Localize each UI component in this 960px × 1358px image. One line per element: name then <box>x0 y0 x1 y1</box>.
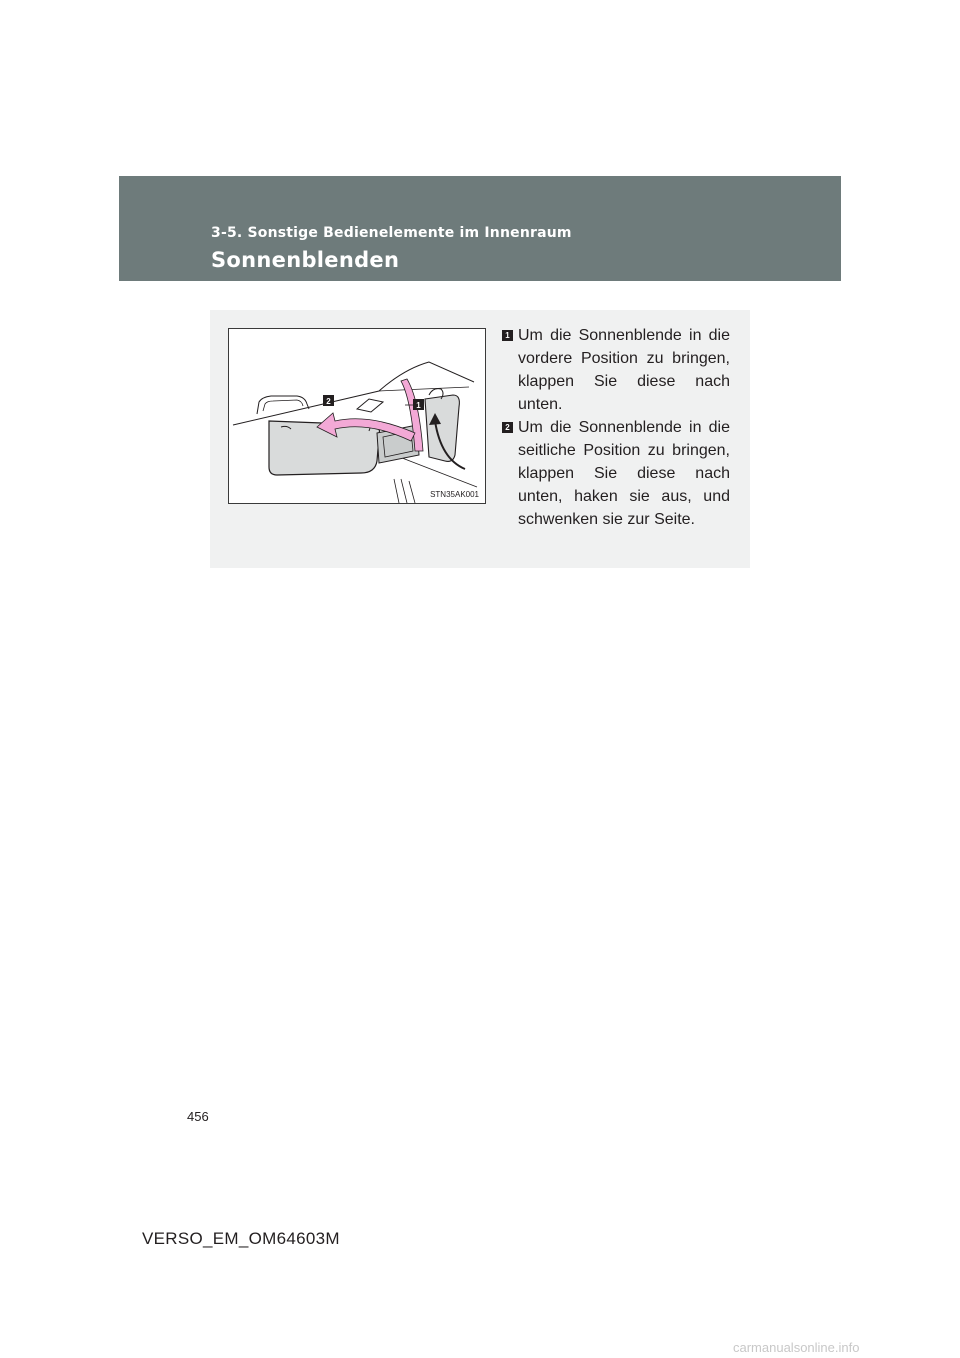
instruction-step-1 <box>502 324 730 416</box>
sun-visor-drawing <box>229 329 485 503</box>
instruction-text: Um die Sonnenblende in die seitliche Position zu bringen, klappen Sie diese nach unten, haken sie aus, und schwenken sie zur Seite. <box>518 419 730 528</box>
figure-code: STN35AK001 <box>430 490 479 499</box>
document-code: VERSO_EM_OM64603M <box>142 1229 340 1248</box>
section-label: 3-5. Sonstige Bedienelemente im Innenraum <box>211 225 572 241</box>
content-panel <box>210 310 750 568</box>
page-number: 456 <box>187 1109 209 1124</box>
step-number-badge: 2 <box>502 422 513 433</box>
watermark-text: carmanualsonline.info <box>733 1340 860 1355</box>
instruction-step-2 <box>502 416 730 531</box>
section-header <box>119 176 841 281</box>
sun-visor-illustration <box>228 328 486 504</box>
step-number-badge: 1 <box>502 330 513 341</box>
instruction-text: Um die Sonnenblende in die vordere Position zu bringen, klappen Sie diese nach unten. <box>518 327 730 413</box>
figure-marker-2: 2 <box>326 397 331 406</box>
page-title: Sonnenblenden <box>211 248 400 272</box>
figure-marker-1: 1 <box>416 401 421 410</box>
